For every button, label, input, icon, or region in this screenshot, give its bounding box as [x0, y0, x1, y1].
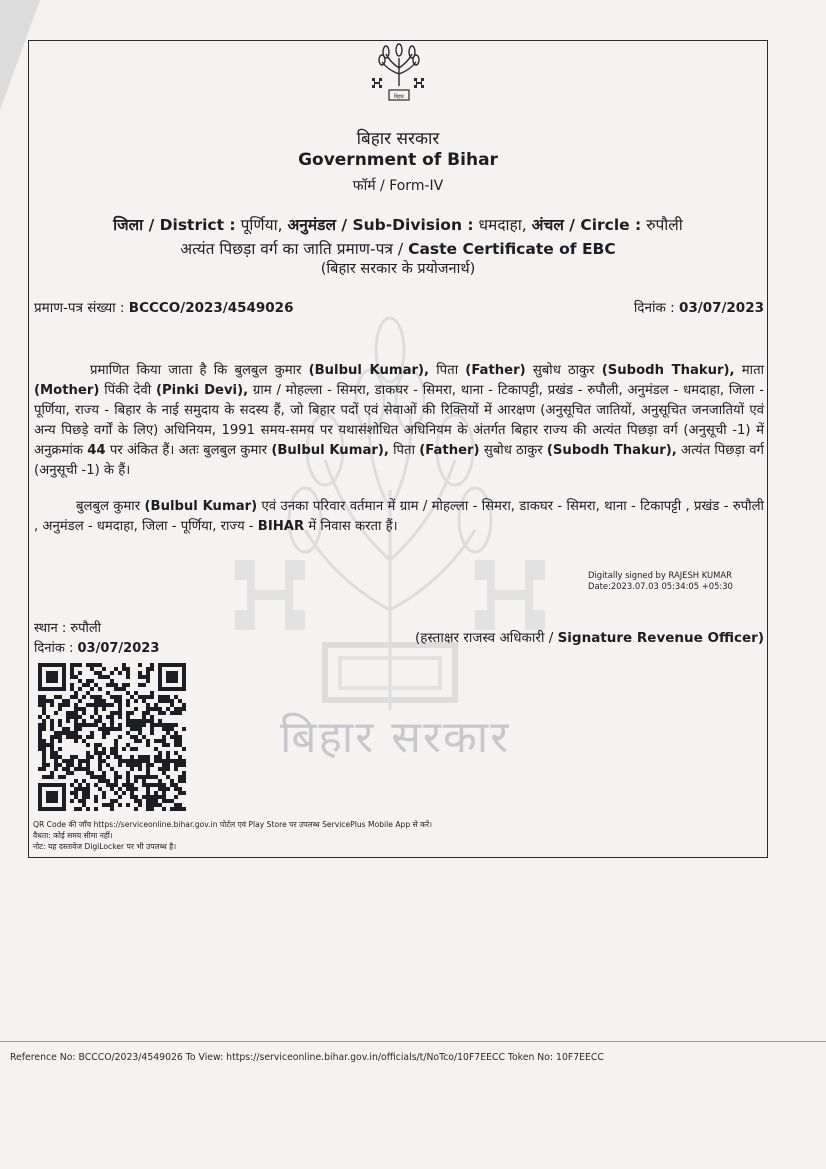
body-serial-number: 44	[87, 443, 106, 458]
body-text: सुबोध ठाकुर	[483, 443, 543, 458]
form-number: फॉर्म / Form-IV	[352, 178, 444, 194]
signature-english: Signature Revenue Officer)	[557, 630, 764, 646]
place	[34, 618, 101, 636]
body-text: सुबोध ठाकुर	[532, 363, 595, 378]
body-text: में निवास करता हैं।	[308, 519, 398, 534]
body-name-english: (Bulbul Kumar)	[144, 499, 258, 514]
digilocker-note: नोट: यह दस्तावेज DigiLocker पर भी उपलब्ध है।	[33, 842, 177, 851]
certificate-number-label: प्रमाण-पत्र संख्या :	[34, 300, 125, 316]
body-name-english: (Bulbul Kumar),	[271, 443, 389, 458]
certificate-date	[634, 298, 764, 316]
body-mother-label: (Mother)	[34, 383, 100, 398]
issue-date-value: 03/07/2023	[77, 641, 160, 656]
validity-note: वैधता: कोई समय सीमा नहीं।	[33, 831, 113, 840]
signature-hindi: (हस्ताक्षर राजस्व अधिकारी /	[414, 630, 554, 646]
digital-signature-signer: Digitally signed by RAJESH KUMAR	[588, 570, 732, 580]
certificate-purpose: (बिहार सरकार के प्रयोजनार्थ)	[320, 261, 476, 277]
emblem-caption: बिहार	[393, 94, 405, 100]
govt-english-heading: Government of Bihar	[298, 150, 498, 170]
watermark-text: बिहार सरकार	[280, 712, 511, 763]
body-name-english: (Bulbul Kumar),	[308, 363, 430, 378]
body-text: ग्राम / मोहल्ला - सिमरा, डाकघर - सिमरा, थाना - टिकापट्टी, प्रखंड - रुपौली, अनुमंडल - धमदाहा, जिला - पूर्णिया, राज्य - बिहार के नाई समुदाय के सदस्य हैं, जो बिहार पदों एवं सेवाओं की रिक्तियों में आरक्षण (अनुसूचित जातियों, अनुसूचित जनजातियों एवं अन्य पिछड़े वर्गों के लिए) अधिनियम, 1991 समय-समय पर यथासंशोधित अधिनियम के अंतर्गत बिहार राज्य की अत्यंत पिछड़ा वर्ग (अनुसूची -1) में अनुक्रमांक	[34, 383, 764, 458]
body-text: पिता	[393, 443, 415, 458]
body-text: अत्यंत पिछड़ा वर्ग (अनुसूची -1) के हैं।	[34, 443, 764, 478]
body-father-label: (Father)	[465, 363, 526, 378]
body-text: बुलबुल कुमार	[76, 499, 141, 514]
place-label: स्थान :	[34, 621, 67, 636]
district-label: जिला / District :	[113, 216, 236, 234]
body-text: प्रमाणित किया जाता है कि बुलबुल कुमार	[90, 363, 302, 378]
body-text: पिता	[436, 363, 459, 378]
certificate-title	[28, 237, 768, 259]
body-father-label: (Father)	[419, 443, 480, 458]
place-value: रुपौली	[70, 621, 102, 636]
body-text: एवं उनका परिवार वर्तमान में ग्राम / मोहल्ला - सिमरा, डाकघर - सिमरा, थाना - टिकापट्टी , प्रखंड - रुपौली , अनुमंडल - धमदाहा, जिला - पूर्णिया, राज्य -	[34, 499, 764, 534]
certificate-date-label: दिनांक :	[633, 300, 675, 316]
body-father-english: (Subodh Thakur),	[546, 443, 677, 458]
circle-value: रुपौली	[646, 216, 683, 234]
subdivision-label: अनुमंडल / Sub-Division :	[287, 216, 474, 234]
certificate-title-hindi: अत्यंत पिछड़ा वर्ग का जाति प्रमाण-पत्र /	[180, 240, 404, 258]
certificate-body-paragraph	[34, 361, 764, 481]
circle-label: अंचल / Circle :	[531, 216, 642, 234]
issue-date-label: दिनांक :	[34, 641, 74, 656]
qr-verification-note: QR Code की जाँच https://serviceonline.bihar.gov.in पोर्टल एवं Play Store पर उपलब्ध ServicePlus Mobile App से करें।	[33, 820, 432, 829]
body-text: माता	[741, 363, 764, 378]
digital-signature-date: Date:2023.07.03 05:34:05 +05:30	[588, 581, 733, 591]
location-line	[28, 213, 768, 235]
body-state-english: BIHAR	[257, 519, 305, 534]
district-value: पूर्णिया,	[240, 216, 283, 234]
certificate-number	[34, 298, 293, 316]
residence-paragraph	[34, 497, 764, 537]
body-father-english: (Subodh Thakur),	[601, 363, 735, 378]
footer-reference: Reference No: BCCCO/2023/4549026 To View: https://serviceonline.bihar.gov.in/officials/t/NoTco/10F7EECC Token No: 10F7EECC	[10, 1052, 604, 1063]
certificate-date-value: 03/07/2023	[678, 300, 764, 316]
issue-date	[34, 638, 159, 656]
qr-code-icon[interactable]	[38, 663, 186, 811]
footer-divider	[0, 1041, 826, 1042]
subdivision-value: धमदाहा,	[478, 216, 527, 234]
signature-revenue-officer	[415, 628, 764, 646]
certificate-number-value: BCCCO/2023/4549026	[128, 300, 294, 316]
body-text: पर अंकित हैं। अतः बुलबुल कुमार	[109, 443, 268, 458]
body-text: पिंकी देवी	[104, 383, 152, 398]
digital-signature-block	[588, 570, 733, 592]
govt-hindi-heading: बिहार सरकार	[356, 129, 440, 149]
body-mother-english: (Pinki Devi),	[155, 383, 249, 398]
certificate-title-english: Caste Certificate of EBC	[408, 240, 616, 258]
